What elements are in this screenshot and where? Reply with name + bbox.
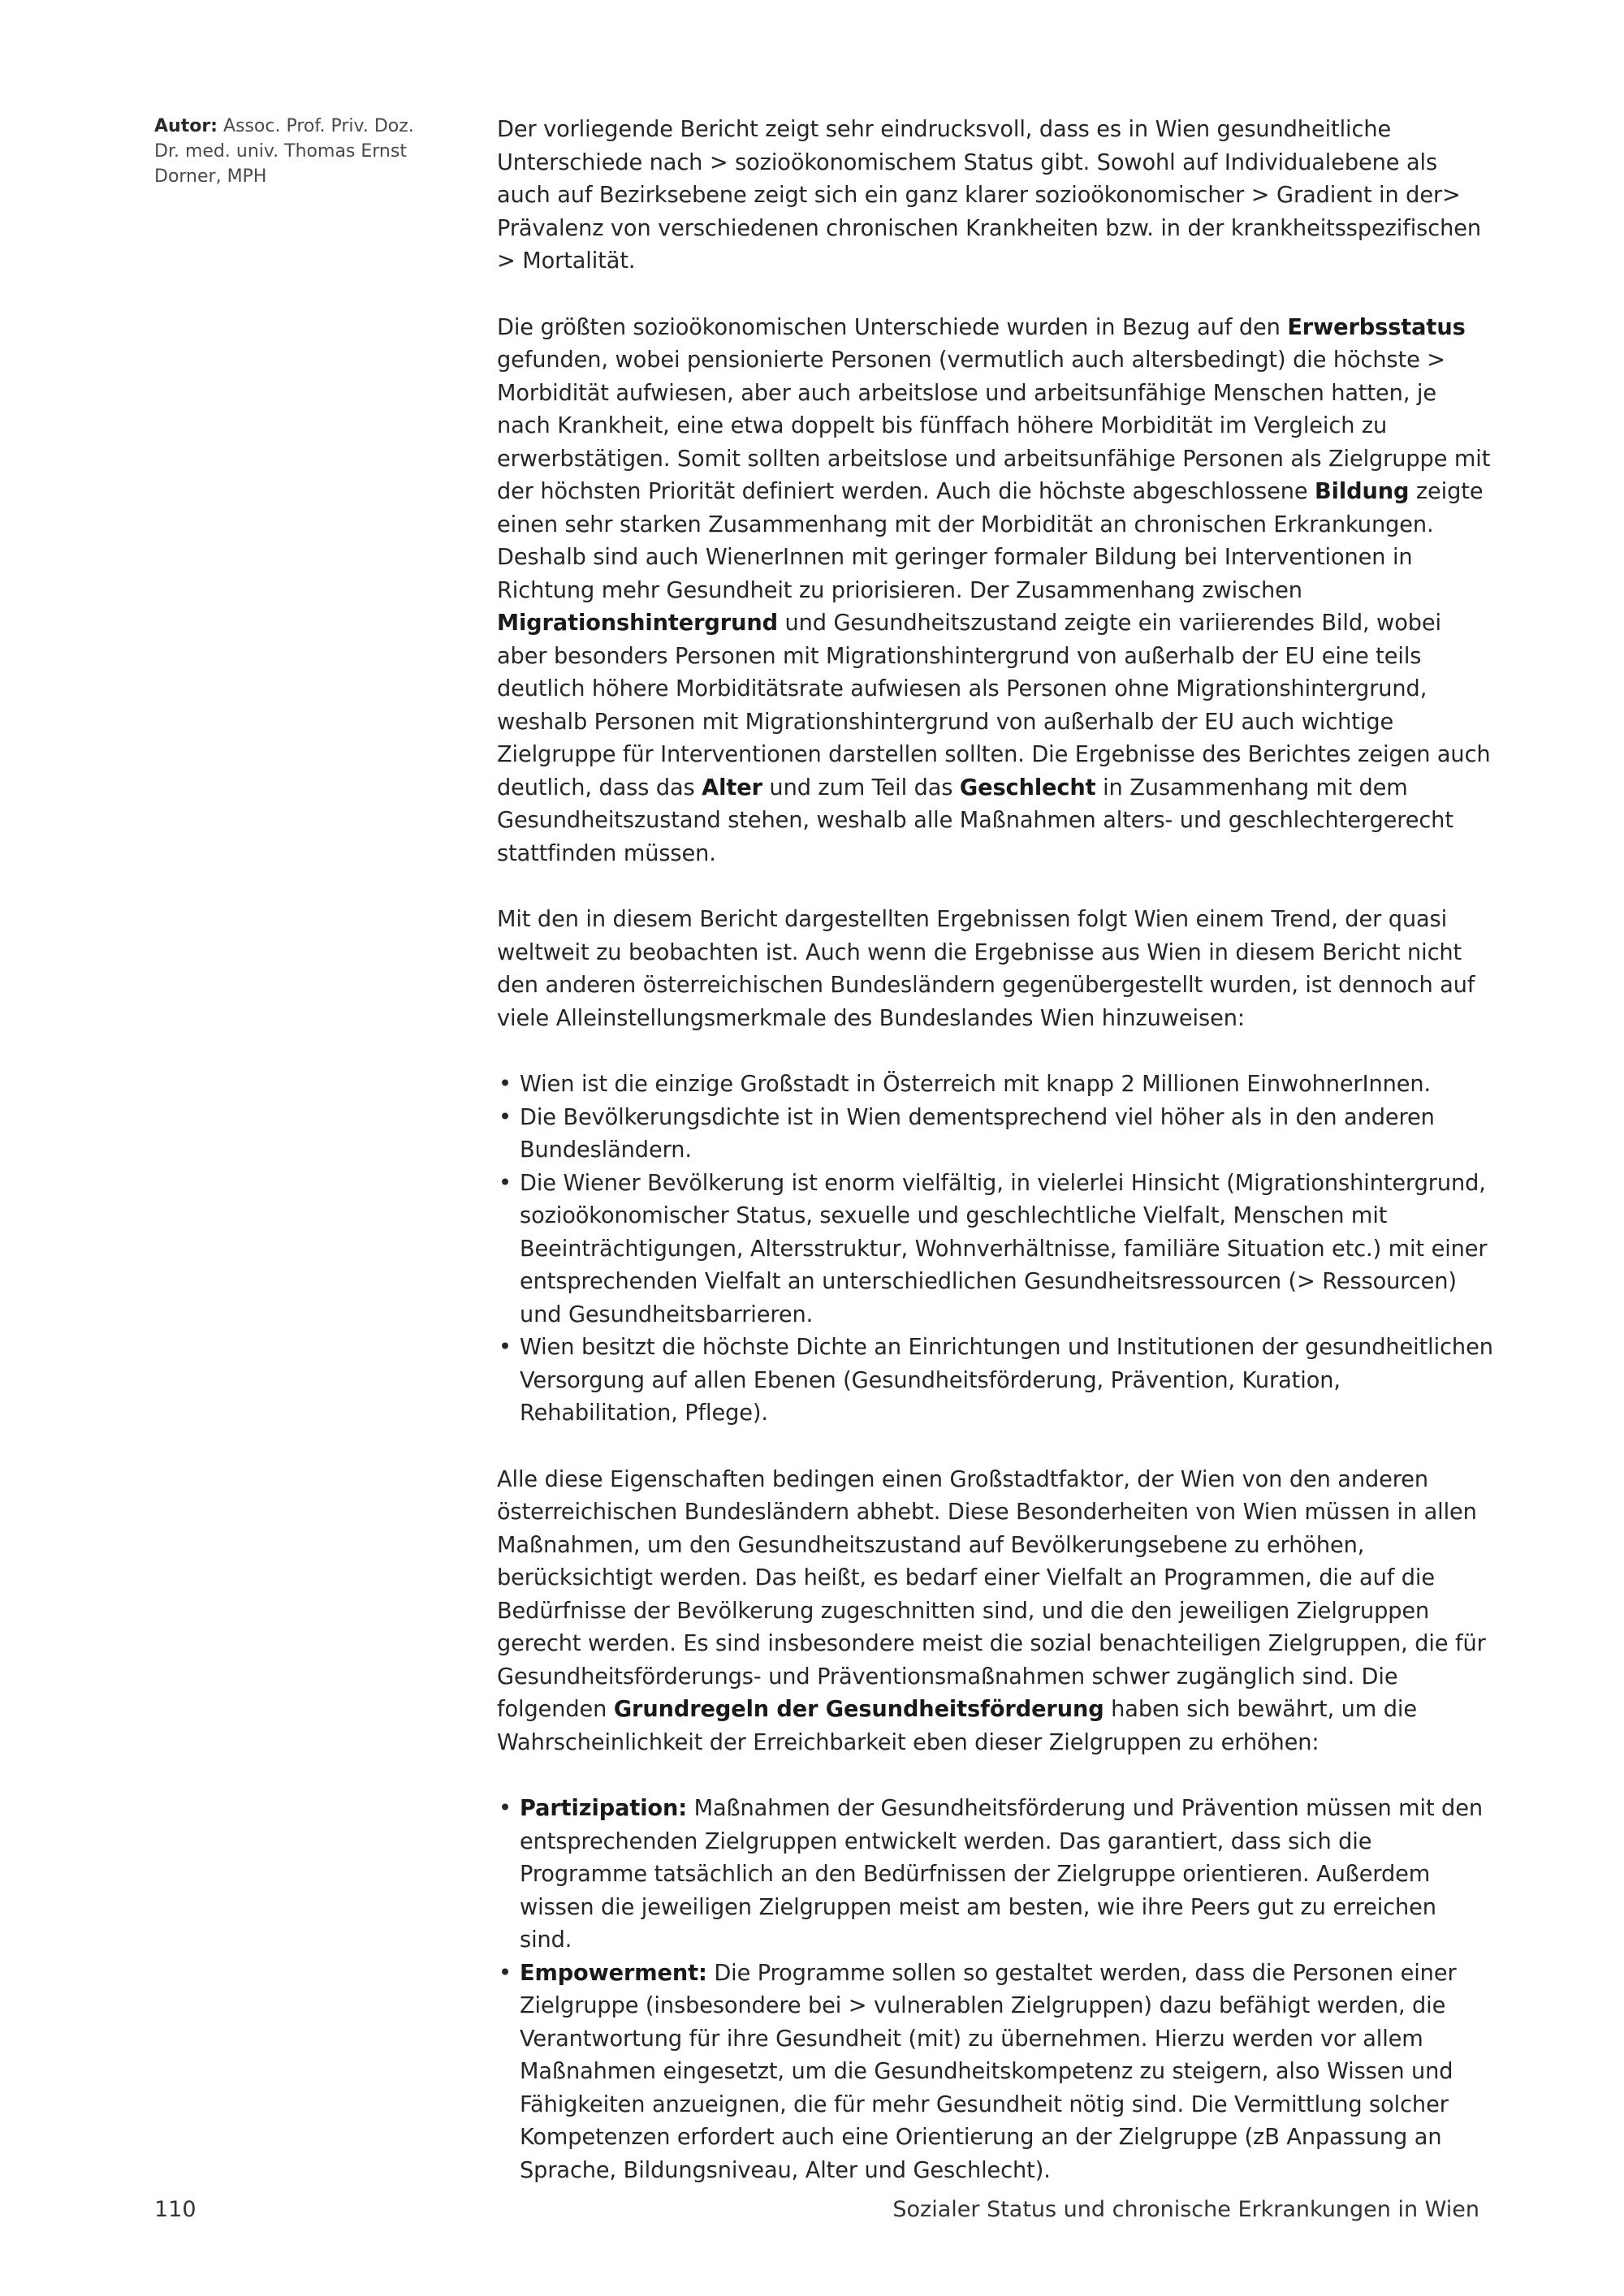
main-text <box>497 114 1494 2220</box>
principle-label: Empowerment: <box>520 1960 707 1986</box>
author-text: Assoc. Prof. Priv. Doz. Dr. med. univ. Thomas Ernst Dorner, MPH <box>154 116 414 187</box>
page-number: 110 <box>154 2197 197 2222</box>
term-migrationshintergrund: Migrationshintergrund <box>497 611 778 636</box>
list-item: • Partizipation: Maßnahmen der Gesundheitsförderung und Prävention müssen mit den entsprechenden Zielgruppen entwickelt werden. Das garantiert, dass sich die Programme tatsächlich an den Bedürfnissen der Zielgruppe orientieren. Außerdem wissen die jeweiligen Zielgruppen meist am besten, wie ihre Peers gut zu erreichen sind. <box>497 1793 1494 1957</box>
list-item: • Wien besitzt die höchste Dichte an Einrichtungen und Institutionen der gesundheitlichen Versorgung auf allen Ebenen (Gesundheitsförderung, Prävention, Kuration, Rehabilitation, Pflege). <box>497 1331 1494 1431</box>
paragraph-intro: Der vorliegende Bericht zeigt sehr eindrucksvoll, dass es in Wien gesundheitliche Unterschiede nach > sozioökonomischem Status gibt. Sowohl auf Individualebene als auch auf Bezirksebene zeigt sich ein ganz klarer sozioökonomischer > Gradient in der> Prävalenz von verschiedenen chronischen Krankheiten bzw. in der krankheitsspezifischen > Mortalität. <box>497 117 1481 274</box>
term-grundregeln: Grundregeln der Gesundheitsförderung <box>613 1697 1104 1722</box>
term-alter: Alter <box>702 775 762 801</box>
list-item: • Wien ist die einzige Großstadt in Österreich mit knapp 2 Millionen EinwohnerInnen. <box>497 1068 1494 1102</box>
paragraph-trend: Mit den in diesem Bericht dargestellten Ergebnissen folgt Wien einem Trend, der quasi weltweit zu beobachten ist. Auch wenn die Ergebnisse aus Wien in diesem Bericht nicht den anderen österreichischen Bundesländern gegenübergestellt wurden, ist dennoch auf viele Alleinstellungsmerkmale des Bundeslandes Wien hinzuweisen: <box>497 907 1475 1031</box>
paragraph-findings: Die größten sozioökonomischen Unterschiede wurden in Bezug auf den Erwerbsstatus gefunden, wobei pensionierte Personen (vermutlich auch altersbedingt) die höchste > Morbidität aufwiesen, aber auch arbeitslose und arbeitsunfähige Menschen hatten, je nach Krankheit, eine etwa doppelt bis fünffach höhere Morbidität im Vergleich zu erwerbstätigen. Somit sollten arbeitslose und arbeitsunfähige Personen als Zielgruppe mit der höchsten Priorität definiert werden. Auch die höchste abgeschlossene Bildung zeigte einen sehr starken Zusammenhang mit der Morbidität an chronischen Erkrankungen. Deshalb sind auch WienerInnen mit geringer formaler Bildung bei Interventionen in Richtung mehr Gesundheit zu priorisieren. Der Zusammenhang zwischen Migrationshintergrund und Gesundheitszustand zeigte ein variierendes Bild, wobei aber besonders Personen mit Migrationshintergrund von außerhalb der EU eine teils deutlich höhere Morbiditätsrate aufwiesen als Personen ohne Migrationshintergrund, weshalb Personen mit Migrationshintergrund von außerhalb der EU auch wichtige Zielgruppe für Interventionen darstellen sollten. Die Ergebnisse des Berichtes zeigen auch deutlich, dass das Alter und zum Teil das Geschlecht in Zusammenhang mit dem Gesundheitszustand stehen, weshalb alle Maßnahmen alters- und geschlechtergerecht stattfinden müssen. <box>497 314 1491 866</box>
author-note <box>154 114 430 189</box>
paragraph-grossstadtfaktor: Alle diese Eigenschaften bedingen einen Großstadtfaktor, der Wien von den anderen österreichischen Bundesländern abhebt. Diese Besonderheiten von Wien müssen in allen Maßnahmen, um den Gesundheitszustand auf Bevölkerungsebene zu erhöhen, berücksichtigt werden. Das heißt, es bedarf einer Vielfalt an Programmen, die auf die Bedürfnisse der Bevölkerung zugeschnitten sind, und die den jeweiligen Zielgruppen gerecht werden. Es sind insbesondere meist die sozial benachteiligen Zielgruppen, die für Gesundheitsförderungs- und Präventionsmaßnahmen schwer zugänglich sind. Die folgenden Grundregeln der Gesundheitsförderung haben sich bewährt, um die Wahrscheinlichkeit der Erreichbarkeit eben dieser Zielgruppen zu erhöhen: <box>497 1466 1486 1755</box>
list-item: • Die Bevölkerungsdichte ist in Wien dementsprechend viel höher als in den anderen Bundesländern. <box>497 1102 1494 1167</box>
term-bildung: Bildung <box>1315 479 1410 504</box>
term-geschlecht: Geschlecht <box>959 775 1096 801</box>
list-features <box>497 1068 1494 1431</box>
term-erwerbsstatus: Erwerbsstatus <box>1287 314 1466 340</box>
principle-label: Partizipation: <box>520 1796 688 1821</box>
list-item: • Die Wiener Bevölkerung ist enorm vielfältig, in vielerlei Hinsicht (Migrationshintergrund, sozioökonomischer Status, sexuelle und geschlechtliche Vielfalt, Menschen mit Beeinträchtigungen, Altersstruktur, Wohnverhältnisse, familiäre Situation etc.) mit einer entsprechenden Vielfalt an unterschiedlichen Gesundheitsressourcen (> Ressourcen) und Gesundheitsbarrieren. <box>497 1167 1494 1332</box>
list-item: • Empowerment: Die Programme sollen so gestaltet werden, dass die Personen einer Zielgruppe (insbesondere bei > vulnerablen Zielgruppen) dazu befähigt werden, die Verantwortung für ihre Gesundheit (mit) zu übernehmen. Hierzu werden vor allem Maßnahmen eingesetzt, um die Gesundheitskompetenz zu steigern, also Wissen und Fähigkeiten anzueignen, die für mehr Gesundheit nötig sind. Die Vermittlung solcher Kompetenzen erfordert auch eine Orientierung an der Zielgruppe (zB Anpassung an Sprache, Bildungsniveau, Alter und Geschlecht). <box>497 1957 1494 2188</box>
list-principles <box>497 1793 1494 2187</box>
running-title: Sozialer Status und chronische Erkrankungen in Wien <box>892 2197 1479 2222</box>
author-label: Autor: <box>154 116 218 136</box>
